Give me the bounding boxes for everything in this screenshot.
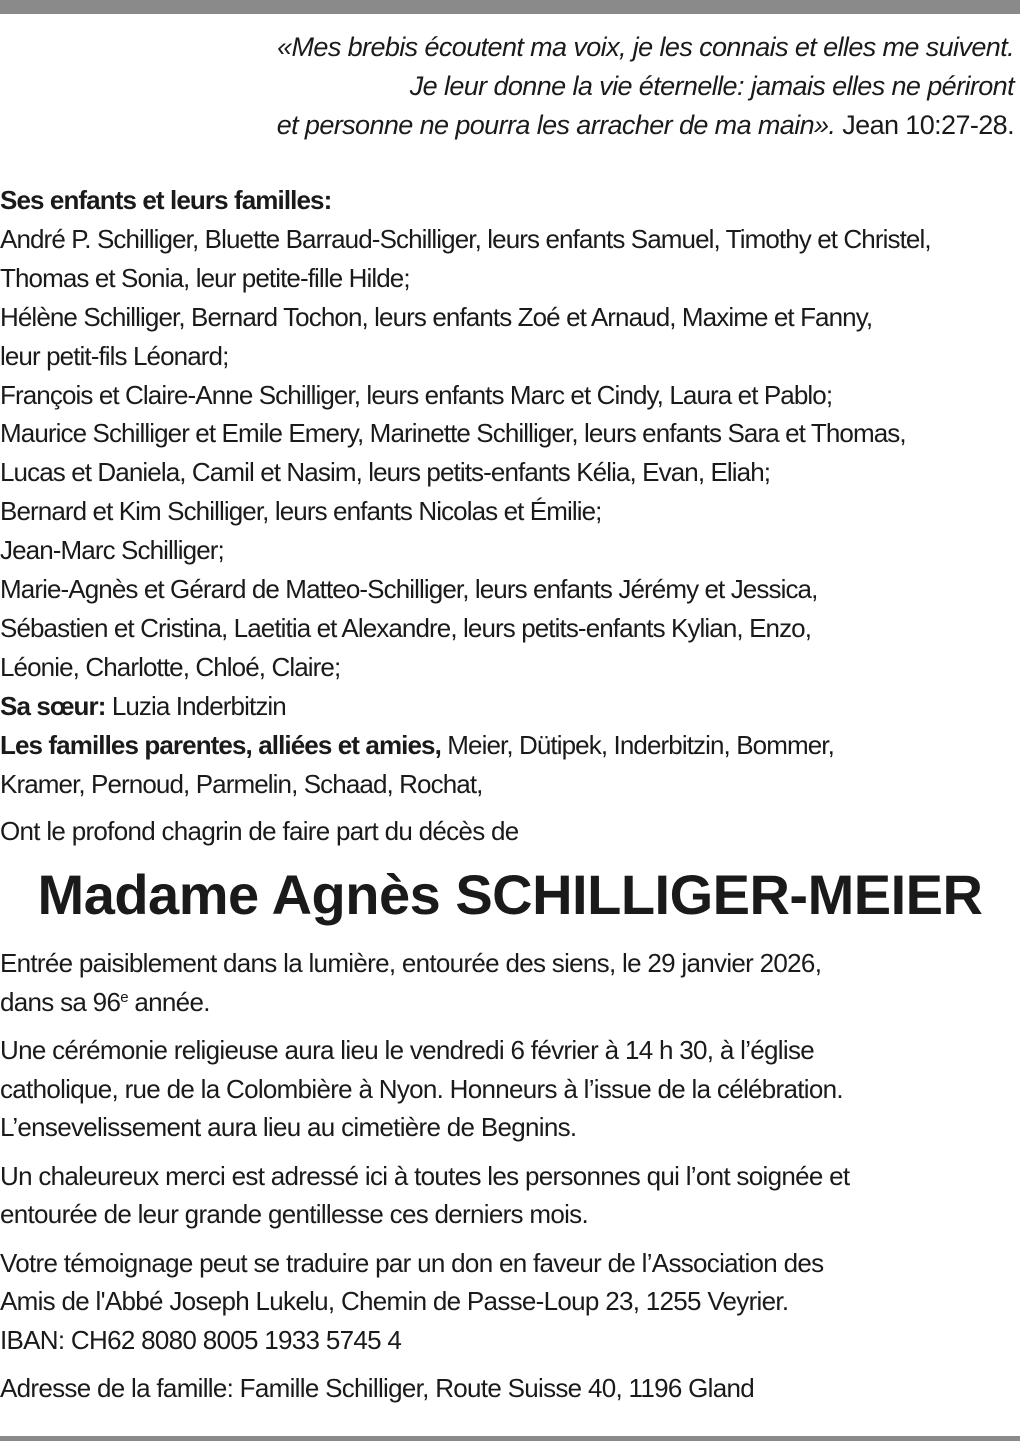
sister-label: Sa sœur: (0, 690, 106, 721)
family-line: Thomas et Sonia, leur petite-fille Hilde; (0, 262, 410, 293)
family-line: Lucas et Daniela, Camil et Nasim, leurs petits-enfants Kélia, Evan, Eliah; (0, 457, 771, 488)
family-line: Hélène Schilliger, Bernard Tochon, leurs enfants Zoé et Arnaud, Maxime et Fanny, (0, 301, 873, 332)
ceremony-line-2: catholique, rue de la Colombière à Nyon. Honneurs à l’issue de la célébration. (0, 1073, 843, 1104)
thanks-line-1: Un chaleureux merci est adressé ici à toutes les personnes qui l’ont soignée et (0, 1160, 850, 1191)
donation-line-2: Amis de l'Abbé Joseph Lukelu, Chemin de Passe-Loup 23, 1255 Veyrier. (0, 1286, 789, 1316)
announcement-text: Ont le profond chagrin de faire part du décès de (0, 815, 519, 846)
family-line: André P. Schilliger, Bluette Barraud-Schilliger, leurs enfants Samuel, Timothy et Christel, (0, 223, 931, 254)
donation-paragraph (0, 1244, 1020, 1360)
family-line: Jean-Marc Schilliger; (0, 535, 224, 566)
ordinal-suffix: e (120, 988, 128, 1006)
ceremony-line-3: L’ensevelissement aura lieu au cimetière de Begnins. (0, 1112, 577, 1142)
family-line: Bernard et Kim Schilliger, leurs enfants Nicolas et Émilie; (0, 496, 602, 527)
family-line: Maurice Schilliger et Emile Emery, Marinette Schilliger, leurs enfants Sara et Thomas, (0, 418, 906, 449)
family-line: François et Claire-Anne Schilliger, leurs enfants Marc et Cindy, Laura et Pablo; (0, 379, 833, 410)
family-line: Sébastien et Cristina, Laetitia et Alexandre, leurs petits-enfants Kylian, Enzo, (0, 612, 812, 643)
announcement (0, 812, 1020, 851)
quote-line-1: «Mes brebis écoutent ma voix, je les connais et elles me suivent. (277, 32, 1014, 62)
sister-name: Luzia Inderbitzin (111, 690, 286, 721)
families-heading: Ses enfants et leurs familles: (0, 185, 332, 215)
deceased-name: Madame Agnès SCHILLIGER-MEIER (37, 863, 983, 926)
family-line: leur petit-fils Léonard; (0, 340, 229, 371)
top-rule (0, 0, 1020, 14)
family-list (0, 181, 1020, 804)
family-address (0, 1369, 1020, 1408)
quote-reference: Jean 10:27-28. (842, 110, 1014, 140)
relatives-label: Les familles parentes, alliées et amies, (0, 729, 441, 760)
death-line-2-end: année. (127, 986, 210, 1017)
iban: IBAN: CH62 8080 8005 1933 5745 4 (0, 1324, 402, 1355)
quote-line-2: Je leur donne la vie éternelle: jamais elles ne périront (409, 71, 1014, 101)
address-text: Adresse de la famille: Famille Schilliger, Route Suisse 40, 1196 Gland (0, 1373, 755, 1403)
bottom-rule (0, 1436, 1020, 1441)
relatives-line (0, 726, 1020, 765)
sister-line (0, 687, 1020, 726)
donation-line-1: Votre témoignage peut se traduire par un don en faveur de l’Association des (0, 1247, 824, 1278)
obituary-notice (0, 28, 1020, 1408)
death-line-2-start: dans sa 96 (0, 986, 121, 1017)
family-line: Léonie, Charlotte, Chloé, Claire; (0, 651, 341, 682)
ceremony-line-1: Une cérémonie religieuse aura lieu le vendredi 6 février à 14 h 30, à l’église (0, 1035, 815, 1065)
death-line-2 (0, 983, 1020, 1022)
quote-line-3: et personne ne pourra les arracher de ma main». (276, 110, 836, 140)
relatives-line-2: Kramer, Pernoud, Parmelin, Schaad, Rochat, (0, 768, 483, 799)
bible-quote (0, 28, 1020, 145)
thanks-paragraph (0, 1157, 1020, 1234)
death-line-1: Entrée paisiblement dans la lumière, entourée des siens, le 29 janvier 2026, (0, 948, 822, 978)
death-paragraph (0, 944, 1020, 1021)
thanks-line-2: entourée de leur grande gentillesse ces derniers mois. (0, 1199, 589, 1229)
ceremony-paragraph (0, 1031, 1020, 1147)
relatives-names: Meier, Dütipek, Inderbitzin, Bommer, (447, 729, 834, 760)
family-line: Marie-Agnès et Gérard de Matteo-Schilliger, leurs enfants Jérémy et Jessica, (0, 574, 818, 605)
